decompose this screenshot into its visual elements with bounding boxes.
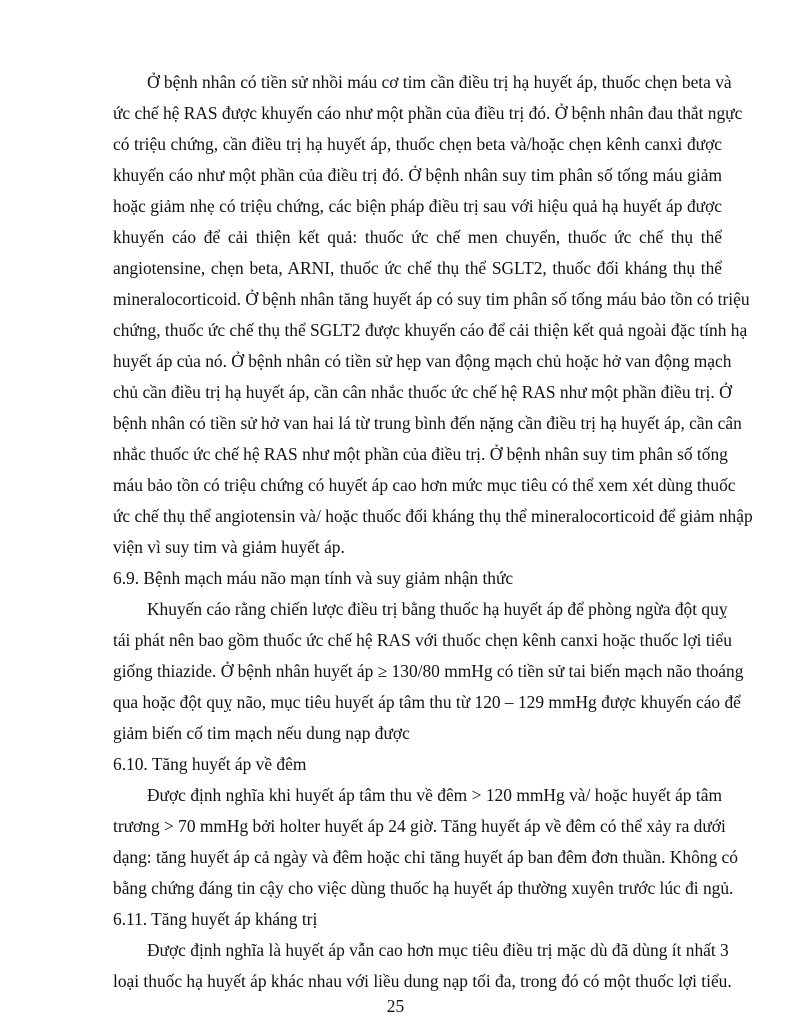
text-line: nhắc thuốc ức chế hệ RAS như một phần của điều trị. Ở bệnh nhân suy tim phân số tống [113, 444, 728, 464]
text-line: viện vì suy tim và giảm huyết áp. [113, 537, 345, 557]
text-line: Được định nghĩa là huyết áp vẫn cao hơn mục tiêu điều trị mặc dù đã dùng ít nhất 3 [147, 940, 729, 960]
text-line: mineralocorticoid. Ở bệnh nhân tăng huyết áp có suy tim phân số tống máu bảo tồn có triệu [113, 289, 750, 309]
text-line: Ở bệnh nhân có tiền sử nhồi máu cơ tim cần điều trị hạ huyết áp, thuốc chẹn beta và [147, 72, 732, 92]
text-line: ức chế hệ RAS được khuyến cáo như một phần của điều trị đó. Ở bệnh nhân đau thắt ngực [113, 103, 743, 123]
text-line: qua hoặc đột quỵ não, mục tiêu huyết áp tâm thu từ 120 – 129 mmHg được khuyến cáo để [113, 692, 741, 712]
text-line: có triệu chứng, cần điều trị hạ huyết áp, thuốc chẹn beta và/hoặc chẹn kênh canxi được [113, 134, 722, 154]
text-line: máu bảo tồn có triệu chứng có huyết áp cao hơn mức mục tiêu có thể xem xét dùng thuốc [113, 475, 736, 495]
text-line: ức chế thụ thể angiotensin và/ hoặc thuốc đối kháng thụ thể mineralocorticoid để giảm nhập [113, 506, 753, 526]
section-heading-6-11: 6.11. Tăng huyết áp kháng trị [113, 909, 318, 929]
text-line: hoặc giảm nhẹ có triệu chứng, các biện pháp điều trị sau với hiệu quả hạ huyết áp được [113, 196, 722, 216]
text-line: dạng: tăng huyết áp cả ngày và đêm hoặc chỉ tăng huyết áp ban đêm đơn thuần. Không có [113, 847, 738, 867]
text-line: giảm biến cố tim mạch nếu dung nạp được [113, 723, 410, 743]
section-heading-6-10: 6.10. Tăng huyết áp về đêm [113, 754, 307, 774]
text-line: Được định nghĩa khi huyết áp tâm thu về đêm > 120 mmHg và/ hoặc huyết áp tâm [147, 785, 722, 805]
text-line: khuyến cáo như một phần của điều trị đó. Ở bệnh nhân suy tim phân số tống máu giảm [113, 165, 722, 185]
text-line: angiotensine, chẹn beta, ARNI, thuốc ức chế thụ thể SGLT2, thuốc đối kháng thụ thể [113, 258, 722, 278]
text-line: chứng, thuốc ức chế thụ thể SGLT2 được khuyến cáo để cải thiện kết quả ngoài đặc tính hạ [113, 320, 748, 340]
text-line: giống thiazide. Ở bệnh nhân huyết áp ≥ 130/80 mmHg có tiền sử tai biến mạch não thoáng [113, 661, 744, 681]
text-line: loại thuốc hạ huyết áp khác nhau với liều dung nạp tối đa, trong đó có một thuốc lợi tiểu. [113, 971, 732, 991]
text-line: chủ cần điều trị hạ huyết áp, cần cân nhắc thuốc ức chế hệ RAS như một phần điều trị. Ở [113, 382, 732, 402]
text-line: huyết áp của nó. Ở bệnh nhân có tiền sử hẹp van động mạch chủ hoặc hở van động mạch [113, 351, 732, 371]
text-line: bệnh nhân có tiền sử hở van hai lá từ trung bình đến nặng cần điều trị hạ huyết áp, cần cân [113, 413, 742, 433]
text-line: tái phát nên bao gồm thuốc ức chế hệ RAS với thuốc chẹn kênh canxi hoặc thuốc lợi tiểu [113, 630, 732, 650]
page-number: 25 [386, 996, 405, 1016]
text-line: Khuyến cáo rằng chiến lược điều trị bằng thuốc hạ huyết áp để phòng ngừa đột quỵ [147, 599, 728, 619]
text-line: khuyến cáo để cải thiện kết quả: thuốc ức chế men chuyển, thuốc ức chế thụ thể [113, 227, 722, 247]
section-heading-6-9: 6.9. Bệnh mạch máu não mạn tính và suy giảm nhận thức [113, 568, 514, 588]
text-line: trương > 70 mmHg bởi holter huyết áp 24 giờ. Tăng huyết áp về đêm có thể xảy ra dưới [113, 816, 726, 836]
text-line: bằng chứng đáng tin cậy cho việc dùng thuốc hạ huyết áp thường xuyên trước lúc đi ngủ. [113, 878, 734, 898]
